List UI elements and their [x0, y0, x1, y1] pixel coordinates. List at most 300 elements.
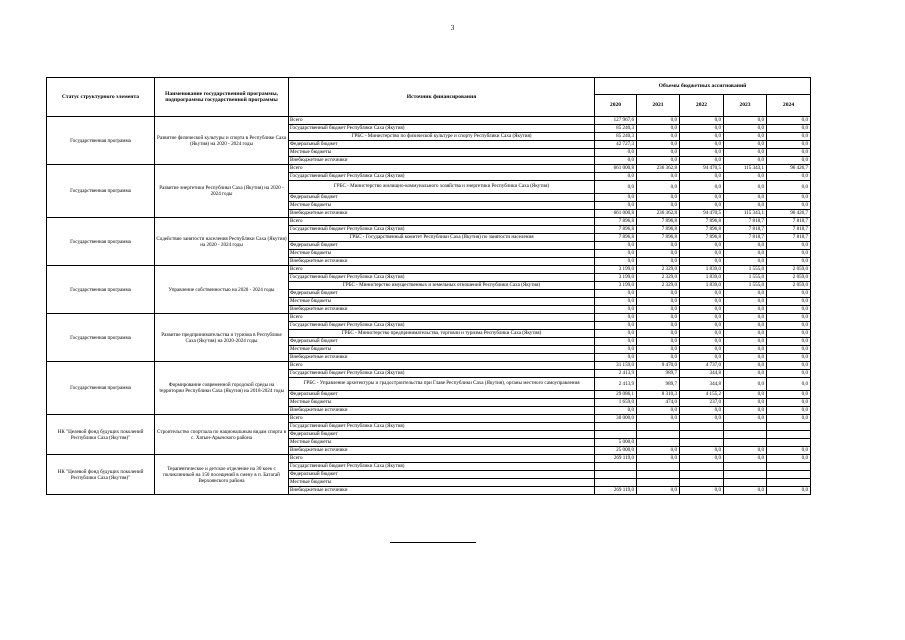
- budget-value: 0,0: [767, 415, 811, 423]
- table-row: [47, 117, 811, 125]
- funding-source: Государственный бюджет Республики Саха (Якутия): [289, 370, 595, 378]
- budget-value: 0,0: [637, 133, 680, 141]
- budget-value: [767, 431, 811, 439]
- budget-value: 0,0: [680, 314, 724, 322]
- budget-value: 0,0: [724, 194, 767, 202]
- budget-value: 0,0: [724, 157, 767, 165]
- budget-value: 0,0: [595, 354, 637, 362]
- budget-value: 0,0: [637, 202, 680, 210]
- budget-value: 0,0: [680, 354, 724, 362]
- funding-source: ГРБС - Государственный комитет Республики Саха (Якутия) по занятости населения: [289, 234, 595, 242]
- budget-value: 0,0: [595, 322, 637, 330]
- program-name: Строительство спортзала по национальным видам спорта в с. Хатын-Арынского района: [155, 415, 289, 455]
- header-year: 2020: [595, 95, 637, 117]
- budget-value: 0,0: [637, 173, 680, 181]
- budget-value: 1 839,0: [680, 266, 724, 274]
- budget-value: 989,7: [637, 370, 680, 378]
- budget-value: 115 343,1: [724, 165, 767, 173]
- element-status: Государственная программа: [47, 314, 155, 362]
- funding-source: Государственный бюджет Республики Саха (Якутия): [289, 125, 595, 133]
- funding-source: ГРБС - Управление архитектуры и градостроительства при Главе Республики Саха (Якутия), органы местного самоуправления: [289, 378, 595, 391]
- budget-value: 0,0: [680, 322, 724, 330]
- budget-value: 0,0: [595, 290, 637, 298]
- table-row: [47, 314, 811, 322]
- budget-value: 0,0: [767, 354, 811, 362]
- budget-value: 1 839,0: [680, 274, 724, 282]
- page-number: 3: [450, 24, 455, 32]
- program-name: Развитие предпринимательства и туризма в Республике Саха (Якутия) на 2020-2024 годы: [155, 314, 289, 362]
- funding-source: Местные бюджеты: [289, 346, 595, 354]
- budget-value: 0,0: [637, 125, 680, 133]
- budget-value: [595, 471, 637, 479]
- budget-value: 0,0: [767, 181, 811, 194]
- funding-source: Государственный бюджет Республики Саха (Якутия): [289, 274, 595, 282]
- budget-value: 0,0: [724, 173, 767, 181]
- budget-value: 7 818,7: [767, 226, 811, 234]
- budget-value: 0,0: [595, 298, 637, 306]
- budget-value: 0,0: [724, 181, 767, 194]
- funding-source: Федеральный бюджет: [289, 290, 595, 298]
- budget-value: 0,0: [637, 338, 680, 346]
- budget-value: 0,0: [724, 378, 767, 391]
- table-row: [47, 165, 811, 173]
- funding-source: Федеральный бюджет: [289, 431, 595, 439]
- budget-value: 0,0: [680, 258, 724, 266]
- table-row: [47, 266, 811, 274]
- element-status: Государственная программа: [47, 266, 155, 314]
- budget-value: 4 155,2: [680, 391, 724, 399]
- budget-value: 3 199,0: [595, 274, 637, 282]
- program-name: Развитие физической культуры и спорта в Республике Саха (Якутия) на 2020 - 2024 годы: [155, 117, 289, 165]
- budget-value: 85 240,3: [595, 133, 637, 141]
- budget-value: [724, 479, 767, 487]
- budget-value: [767, 479, 811, 487]
- budget-value: 0,0: [724, 258, 767, 266]
- funding-source: Местные бюджеты: [289, 149, 595, 157]
- budget-value: 0,0: [724, 242, 767, 250]
- budget-value: 236 362,8: [637, 210, 680, 218]
- budget-value: 0,0: [724, 298, 767, 306]
- budget-value: 96 426,7: [767, 210, 811, 218]
- funding-source: Внебюджетные источники: [289, 210, 595, 218]
- budget-value: 0,0: [724, 415, 767, 423]
- funding-source: ГРБС - Министерство предпринимательства, торговли и туризма Республики Саха (Якутия): [289, 330, 595, 338]
- budget-value: 1 555,0: [724, 274, 767, 282]
- budget-value: 0,0: [724, 338, 767, 346]
- budget-value: 7 896,8: [595, 218, 637, 226]
- budget-value: 0,0: [637, 306, 680, 314]
- budget-value: [724, 423, 767, 431]
- budget-value: 0,0: [595, 202, 637, 210]
- budget-value: [724, 471, 767, 479]
- budget-value: 269 119,0: [595, 487, 637, 495]
- budget-value: 0,0: [680, 202, 724, 210]
- funding-source: Всего: [289, 362, 595, 370]
- budget-value: 2 413,9: [595, 370, 637, 378]
- budget-value: 0,0: [637, 141, 680, 149]
- funding-source: Внебюджетные источники: [289, 487, 595, 495]
- budget-value: 7 818,7: [724, 226, 767, 234]
- budget-value: 0,0: [767, 487, 811, 495]
- budget-value: 0,0: [680, 455, 724, 463]
- budget-value: 0,0: [595, 346, 637, 354]
- budget-value: [767, 423, 811, 431]
- element-status: НК "Целевой фонд будущих поколений Республики Саха (Якутия)": [47, 455, 155, 495]
- budget-value: [637, 471, 680, 479]
- budget-value: 0,0: [680, 338, 724, 346]
- header-budget: Объемы бюджетных ассигнований: [595, 78, 811, 95]
- budget-value: 0,0: [767, 258, 811, 266]
- budget-value: 0,0: [680, 298, 724, 306]
- budget-value: 0,0: [767, 346, 811, 354]
- budget-value: 0,0: [724, 149, 767, 157]
- budget-value: 7 896,8: [680, 218, 724, 226]
- funding-source: Федеральный бюджет: [289, 471, 595, 479]
- budget-value: 0,0: [595, 258, 637, 266]
- budget-value: 0,0: [637, 258, 680, 266]
- budget-value: 0,0: [595, 407, 637, 415]
- budget-value: 0,0: [767, 314, 811, 322]
- budget-value: [724, 431, 767, 439]
- budget-value: 344,8: [680, 378, 724, 391]
- budget-value: 0,0: [637, 447, 680, 455]
- budget-value: 0,0: [680, 194, 724, 202]
- budget-value: [680, 479, 724, 487]
- budget-value: 0,0: [637, 322, 680, 330]
- budget-value: 0,0: [680, 133, 724, 141]
- budget-value: 0,0: [724, 133, 767, 141]
- budget-value: 0,0: [767, 242, 811, 250]
- table-row: [47, 415, 811, 423]
- program-name: Формирование современной городской среды на территории Республики Саха (Якутия) на 2018-2024 годы: [155, 362, 289, 415]
- budget-value: 2 059,0: [767, 282, 811, 290]
- element-status: НК "Целевой фонд будущих поколений Республики Саха (Якутия)": [47, 415, 155, 455]
- budget-value: 0,0: [637, 346, 680, 354]
- budget-value: 0,0: [595, 181, 637, 194]
- budget-value: 0,0: [680, 407, 724, 415]
- budget-value: 0,0: [637, 455, 680, 463]
- budget-value: 3 199,0: [595, 266, 637, 274]
- funding-source: Внебюджетные источники: [289, 157, 595, 165]
- funding-source: Государственный бюджет Республики Саха (Якутия): [289, 173, 595, 181]
- budget-value: 0,0: [680, 141, 724, 149]
- funding-source: Внебюджетные источники: [289, 354, 595, 362]
- budget-value: 42 727,3: [595, 141, 637, 149]
- budget-value: 0,0: [724, 202, 767, 210]
- funding-source: Местные бюджеты: [289, 202, 595, 210]
- budget-value: 2 059,0: [767, 266, 811, 274]
- budget-value: 2 329,0: [637, 274, 680, 282]
- funding-source: Внебюджетные источники: [289, 407, 595, 415]
- budget-value: 989,7: [637, 378, 680, 391]
- budget-value: 7 896,8: [680, 226, 724, 234]
- header-status: Статус структурного элемента: [47, 78, 155, 117]
- budget-value: 0,0: [637, 194, 680, 202]
- budget-value: 0,0: [595, 338, 637, 346]
- header-year: 2022: [680, 95, 724, 117]
- budget-value: 0,0: [767, 306, 811, 314]
- budget-value: 0,0: [680, 181, 724, 194]
- budget-value: 7 896,8: [680, 234, 724, 242]
- budget-value: 0,0: [595, 157, 637, 165]
- budget-value: 0,0: [680, 157, 724, 165]
- funding-source: Внебюджетные источники: [289, 306, 595, 314]
- budget-value: 0,0: [595, 242, 637, 250]
- funding-source: ГРБС - Министерство жилищно-коммунального хозяйства и энергетики Республики Саха (Якутия): [289, 181, 595, 194]
- budget-value: 0,0: [767, 149, 811, 157]
- element-status: Государственная программа: [47, 165, 155, 218]
- budget-value: 7 896,8: [637, 218, 680, 226]
- budget-value: 0,0: [724, 370, 767, 378]
- budget-value: 0,0: [680, 173, 724, 181]
- budget-value: 0,0: [680, 415, 724, 423]
- budget-value: 0,0: [767, 407, 811, 415]
- funding-source: Федеральный бюджет: [289, 194, 595, 202]
- budget-value: 0,0: [680, 242, 724, 250]
- funding-source: Государственный бюджет Республики Саха (Якутия): [289, 463, 595, 471]
- budget-value: 0,0: [595, 149, 637, 157]
- budget-value: 0,0: [767, 447, 811, 455]
- budget-value: 0,0: [724, 399, 767, 407]
- funding-source: Местные бюджеты: [289, 479, 595, 487]
- budget-value: 0,0: [724, 354, 767, 362]
- budget-value: 0,0: [724, 306, 767, 314]
- budget-value: 1 555,0: [724, 266, 767, 274]
- budget-value: 0,0: [767, 290, 811, 298]
- budget-value: [724, 439, 767, 447]
- budget-value: 3 199,0: [595, 282, 637, 290]
- budget-value: 269 119,0: [595, 455, 637, 463]
- budget-value: 0,0: [767, 322, 811, 330]
- budget-value: 0,0: [767, 133, 811, 141]
- program-name: Содействие занятости населения Республики Саха (Якутия) на 2020 - 2024 годы: [155, 218, 289, 266]
- header-year: 2024: [767, 95, 811, 117]
- budget-value: 0,0: [680, 346, 724, 354]
- budget-value: 2 059,0: [767, 274, 811, 282]
- budget-value: 0,0: [637, 298, 680, 306]
- funding-source: Федеральный бюджет: [289, 141, 595, 149]
- budget-value: [595, 431, 637, 439]
- budget-value: 344,8: [680, 370, 724, 378]
- budget-value: 0,0: [767, 194, 811, 202]
- budget-value: 0,0: [595, 250, 637, 258]
- header-program-name: Наименование государственной программы, подпрограммы государственной программы: [155, 78, 289, 117]
- funding-source: Местные бюджеты: [289, 298, 595, 306]
- budget-value: [724, 463, 767, 471]
- header-year: 2023: [724, 95, 767, 117]
- budget-value: 0,0: [767, 362, 811, 370]
- budget-value: 0,0: [637, 314, 680, 322]
- budget-value: 0,0: [637, 354, 680, 362]
- budget-value: 0,0: [680, 250, 724, 258]
- budget-value: 0,0: [637, 149, 680, 157]
- budget-value: 0,0: [724, 290, 767, 298]
- budget-value: 7 896,8: [595, 226, 637, 234]
- budget-value: 4 737,0: [680, 362, 724, 370]
- funding-source: Федеральный бюджет: [289, 338, 595, 346]
- budget-value: [595, 423, 637, 431]
- budget-value: [637, 479, 680, 487]
- budget-value: 0,0: [637, 330, 680, 338]
- budget-value: 0,0: [724, 250, 767, 258]
- budget-value: 8 310,3: [637, 391, 680, 399]
- budget-value: 0,0: [595, 314, 637, 322]
- header-source: Источник финансирования: [289, 78, 595, 117]
- budget-value: 0,0: [767, 202, 811, 210]
- budget-value: 1 555,0: [724, 282, 767, 290]
- funding-source: Местные бюджеты: [289, 250, 595, 258]
- program-name: Управление собственностью на 2020 - 2024 годы: [155, 266, 289, 314]
- budget-value: 0,0: [767, 338, 811, 346]
- budget-value: 115 343,1: [724, 210, 767, 218]
- budget-value: 0,0: [595, 306, 637, 314]
- budget-value: 0,0: [637, 181, 680, 194]
- funding-source: Всего: [289, 266, 595, 274]
- budget-table: [46, 77, 811, 495]
- budget-value: 0,0: [680, 125, 724, 133]
- budget-value: 31 159,0: [595, 362, 637, 370]
- budget-value: [680, 423, 724, 431]
- budget-value: 0,0: [767, 391, 811, 399]
- header-year: 2021: [637, 95, 680, 117]
- budget-value: 0,0: [724, 141, 767, 149]
- budget-value: 127 967,6: [595, 117, 637, 125]
- funding-source: Всего: [289, 165, 595, 173]
- budget-value: 2 413,9: [595, 378, 637, 391]
- budget-value: 0,0: [595, 330, 637, 338]
- budget-value: 0,0: [767, 378, 811, 391]
- budget-value: 0,0: [767, 455, 811, 463]
- budget-value: 0,0: [767, 370, 811, 378]
- budget-value: 0,0: [595, 173, 637, 181]
- budget-value: 0,0: [637, 415, 680, 423]
- budget-value: 0,0: [724, 125, 767, 133]
- budget-value: 0,0: [680, 487, 724, 495]
- budget-value: [637, 439, 680, 447]
- funding-source: Внебюджетные источники: [289, 447, 595, 455]
- funding-source: Местные бюджеты: [289, 439, 595, 447]
- budget-value: [595, 463, 637, 471]
- budget-value: [680, 463, 724, 471]
- budget-value: 0,0: [724, 455, 767, 463]
- budget-value: 85 240,3: [595, 125, 637, 133]
- budget-value: 0,0: [724, 407, 767, 415]
- budget-value: 7 818,7: [724, 218, 767, 226]
- table-row: [47, 218, 811, 226]
- budget-value: 0,0: [767, 298, 811, 306]
- funding-source: Всего: [289, 218, 595, 226]
- budget-value: 0,0: [767, 330, 811, 338]
- budget-value: 0,0: [767, 250, 811, 258]
- funding-source: Федеральный бюджет: [289, 391, 595, 399]
- budget-value: [767, 463, 811, 471]
- table-row: [47, 455, 811, 463]
- budget-value: 5 000,0: [595, 439, 637, 447]
- budget-value: 7 818,7: [724, 234, 767, 242]
- budget-value: 2 329,0: [637, 282, 680, 290]
- budget-value: [680, 439, 724, 447]
- budget-value: 29 086,1: [595, 391, 637, 399]
- funding-source: Внебюджетные источники: [289, 258, 595, 266]
- funding-source: Государственный бюджет Республики Саха (Якутия): [289, 226, 595, 234]
- budget-value: 0,0: [724, 362, 767, 370]
- budget-value: 0,0: [680, 447, 724, 455]
- funding-source: Всего: [289, 415, 595, 423]
- budget-value: [680, 431, 724, 439]
- budget-value: 7 896,8: [637, 234, 680, 242]
- table-row: [47, 362, 811, 370]
- budget-value: 2 329,0: [637, 266, 680, 274]
- table-body: [47, 117, 811, 495]
- program-name: Развитие энергетики Республики Саха (Якутия) на 2020 - 2024 годы: [155, 165, 289, 218]
- budget-value: 1 839,0: [680, 282, 724, 290]
- budget-value: 0,0: [637, 250, 680, 258]
- budget-value: 0,0: [637, 157, 680, 165]
- budget-value: 94 470,5: [680, 210, 724, 218]
- funding-source: Федеральный бюджет: [289, 242, 595, 250]
- budget-value: 0,0: [767, 125, 811, 133]
- budget-value: 0,0: [680, 290, 724, 298]
- funding-source: Всего: [289, 455, 595, 463]
- budget-value: 7 818,7: [767, 218, 811, 226]
- budget-value: 94 470,5: [680, 165, 724, 173]
- budget-value: 474,0: [637, 399, 680, 407]
- budget-value: 237,0: [680, 399, 724, 407]
- budget-value: [767, 471, 811, 479]
- budget-value: 0,0: [767, 141, 811, 149]
- budget-value: [595, 479, 637, 487]
- budget-value: 0,0: [724, 447, 767, 455]
- budget-value: 661 000,8: [595, 210, 637, 218]
- budget-value: 0,0: [767, 157, 811, 165]
- element-status: Государственная программа: [47, 218, 155, 266]
- budget-value: 7 818,7: [767, 234, 811, 242]
- budget-value: 0,0: [637, 487, 680, 495]
- budget-value: 0,0: [680, 149, 724, 157]
- budget-value: 7 896,8: [637, 226, 680, 234]
- budget-value: 30 000,0: [595, 415, 637, 423]
- budget-value: 1 659,0: [595, 399, 637, 407]
- funding-source: ГРБС - Министерство имущественных и земельных отношений Республики Саха (Якутия): [289, 282, 595, 290]
- budget-value: 96 426,7: [767, 165, 811, 173]
- budget-value: 0,0: [724, 330, 767, 338]
- budget-value: 236 362,8: [637, 165, 680, 173]
- budget-value: 0,0: [680, 306, 724, 314]
- budget-value: [637, 431, 680, 439]
- budget-value: 0,0: [724, 314, 767, 322]
- funding-source: Всего: [289, 117, 595, 125]
- budget-value: [637, 423, 680, 431]
- budget-value: 0,0: [724, 346, 767, 354]
- element-status: Государственная программа: [47, 362, 155, 415]
- budget-value: [680, 471, 724, 479]
- budget-value: [767, 439, 811, 447]
- budget-value: 25 000,0: [595, 447, 637, 455]
- budget-value: 0,0: [724, 391, 767, 399]
- funding-source: Местные бюджеты: [289, 399, 595, 407]
- funding-source: Всего: [289, 314, 595, 322]
- funding-source: ГРБС - Министерство по физической культуре и спорту Республики Саха (Якутия): [289, 133, 595, 141]
- funding-source: Государственный бюджет Республики Саха (Якутия): [289, 322, 595, 330]
- budget-value: 0,0: [767, 399, 811, 407]
- budget-value: 0,0: [724, 487, 767, 495]
- budget-value: 7 896,8: [595, 234, 637, 242]
- budget-value: 0,0: [595, 194, 637, 202]
- budget-value: 0,0: [637, 117, 680, 125]
- bottom-divider: [390, 542, 476, 543]
- budget-value: 0,0: [680, 117, 724, 125]
- budget-value: 0,0: [767, 173, 811, 181]
